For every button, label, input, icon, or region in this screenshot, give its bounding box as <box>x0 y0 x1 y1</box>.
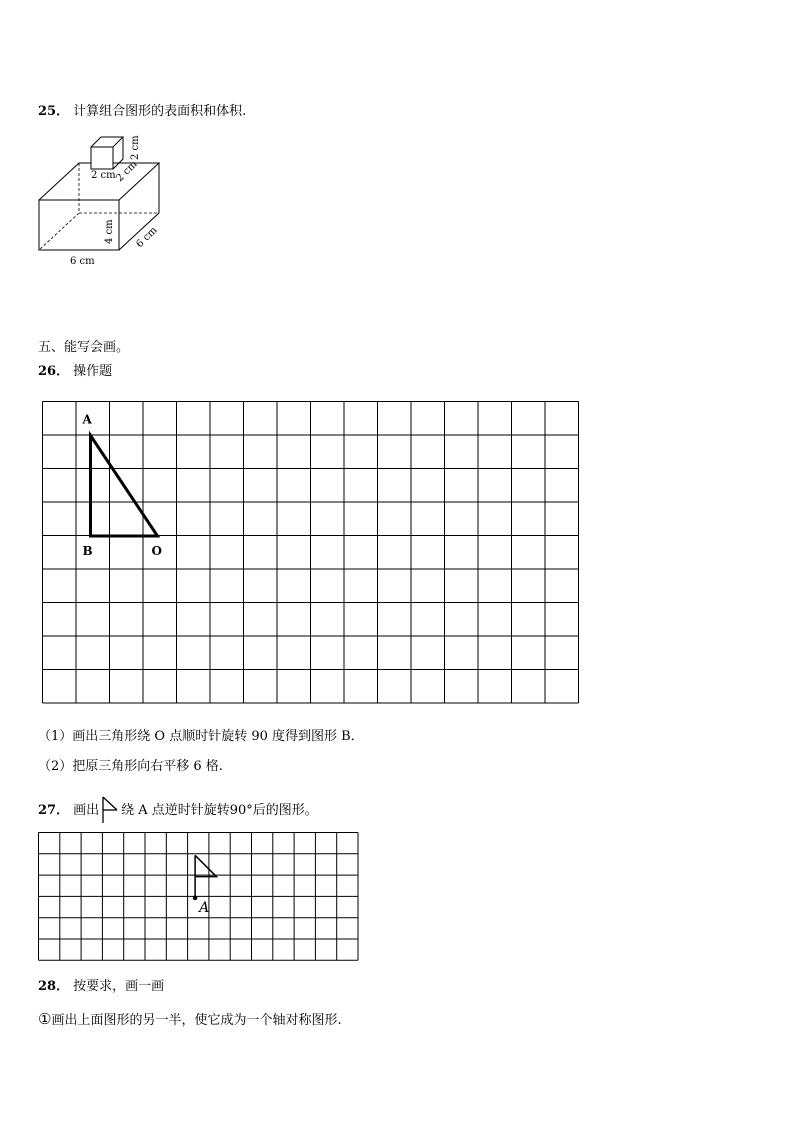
q27-number: 27． <box>38 803 70 818</box>
q26-title: 操作题 <box>73 364 113 379</box>
q27-text-after: 绕 A 点逆时针旋转90°后的图形。 <box>121 803 318 818</box>
point-A-label: A <box>199 899 210 916</box>
q28-text: 按要求，画一画 <box>73 979 165 994</box>
vertex-label-A: A <box>82 412 92 427</box>
small-top-face <box>91 137 123 147</box>
flag-triangle <box>195 855 216 876</box>
composite-cuboid-figure <box>30 130 170 270</box>
q25-text: 计算组合图形的表面积和体积. <box>73 104 247 119</box>
q27-grid[interactable] <box>38 832 360 962</box>
point-A-dot <box>193 896 198 901</box>
q27-text-before: 画出 <box>73 803 100 818</box>
vertex-label-B: B <box>82 544 93 558</box>
q28-number: 28． <box>38 979 70 994</box>
q27-prompt <box>38 796 318 824</box>
label-small-front: 2 cm <box>91 170 116 181</box>
hidden-edge-depth <box>39 213 79 250</box>
q25-number: 25． <box>38 104 70 119</box>
q28-sub1 <box>38 1011 342 1029</box>
grid-lines <box>39 833 359 961</box>
label-small-depth: 2 cm <box>114 158 140 185</box>
q28-sub1-text: 画出上面图形的另一半，使它成为一个轴对称图形. <box>51 1013 342 1028</box>
label-width: 6 cm <box>70 256 95 267</box>
circled-one-marker: ① <box>38 1010 52 1028</box>
q26-number: 26． <box>38 364 70 379</box>
q26-grid[interactable] <box>42 401 578 707</box>
q28-prompt <box>38 979 164 995</box>
q25-prompt <box>38 104 246 120</box>
label-small-side: 2 cm <box>130 135 141 160</box>
vertex-label-O: O <box>151 544 162 558</box>
section5-title: 五、能写会画。 <box>38 340 130 355</box>
grid-lines <box>43 402 579 704</box>
q26-prompt <box>38 364 112 380</box>
label-height: 4 cm <box>104 219 115 244</box>
q26-sub2: （2）把原三角形向右平移 6 格. <box>38 759 223 774</box>
q26-sub1: （1）画出三角形绕 O 点顺时针旋转 90 度得到图形 B． <box>38 729 364 744</box>
label-depth: 6 cm <box>134 224 160 251</box>
flag-shape-icon <box>101 796 119 824</box>
small-front-face <box>91 147 113 169</box>
triangle-ABO <box>91 436 158 537</box>
